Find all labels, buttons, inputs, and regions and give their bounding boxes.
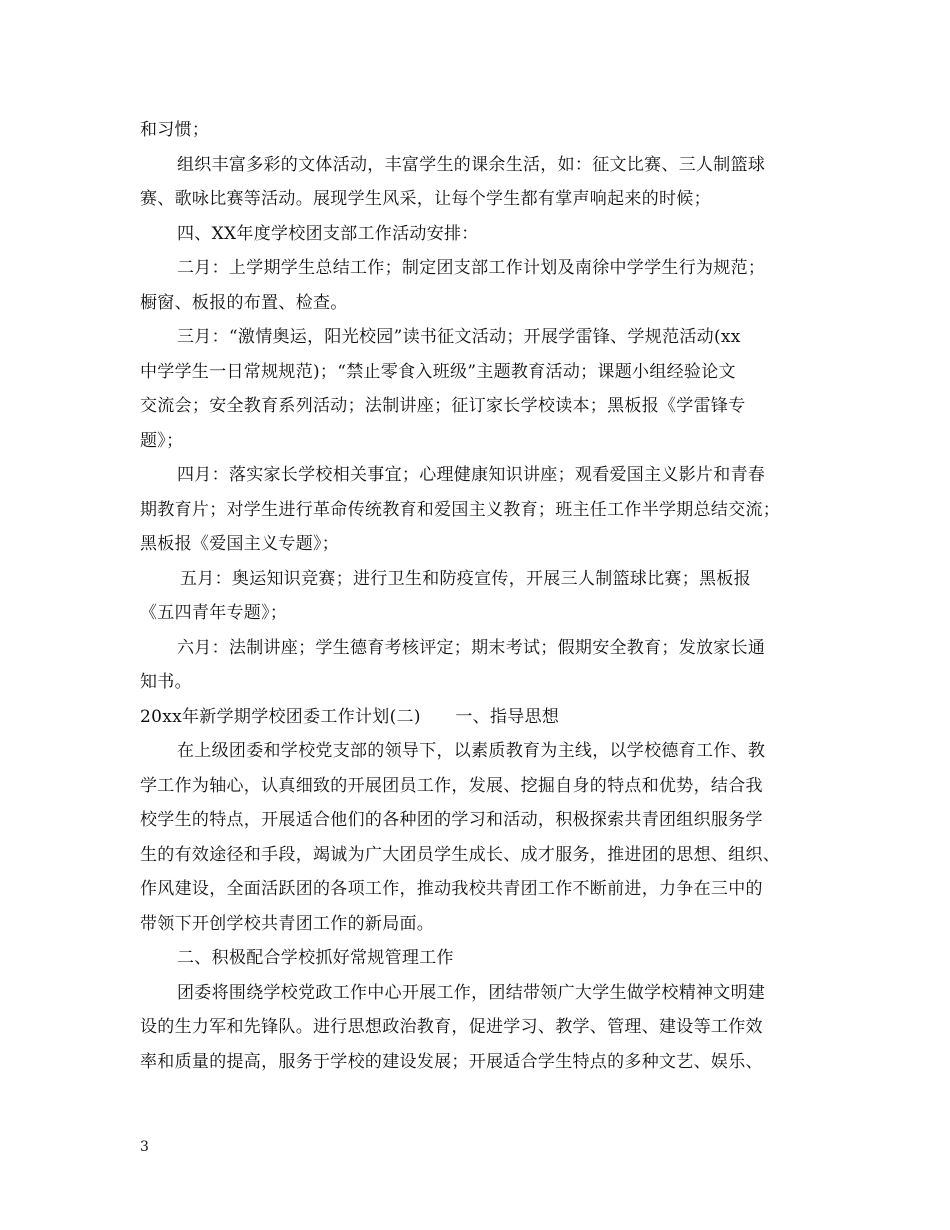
paragraph-first-line: 二月：上学期学生总结工作；制定团支部工作计划及南徐中学学生行为规范； (177, 258, 766, 278)
text-line: 校学生的特点，开展适合他们的各种团的学习和活动，积极探索共青团组织服务学 (140, 810, 763, 830)
section-heading: 二、积极配合学校抓好常规管理工作 (177, 948, 454, 968)
text-line: 中学学生一日常规规范)；“禁止零食入班级”主题教育活动；课题小组经验论文 (140, 361, 736, 382)
document-body (140, 113, 812, 1079)
paragraph-first-line: 六月：法制讲座；学生德育考核评定；期末考试；假期安全教育；发放家长通 (177, 637, 766, 658)
paragraph-first-line: 三月：“激情奥运，阳光校园”读书征文活动；开展学雷锋、学规范活动(xx (177, 327, 741, 347)
text-line: 学工作为轴心，认真细致的开展团员工作，发展、挖掘自身的特点和优势，结合我 (140, 775, 763, 796)
text-line: 和习惯； (140, 120, 210, 140)
paragraph-first-line: 组织丰富多彩的文体活动，丰富学生的课余生活，如：征文比赛、三人制篮球 (177, 154, 766, 175)
text-line: 率和质量的提高，服务于学校的建设发展；开展适合学生特点的多种文艺、娱乐、 (140, 1051, 763, 1072)
paragraph-first-line: 四月：落实家长学校相关事宜；心理健康知识讲座；观看爱国主义影片和青春 (177, 465, 766, 485)
text-line: 生的有效途径和手段，竭诚为广大团员学生成长、成才服务，推进团的思想、组织、 (140, 844, 781, 865)
text-line: 橱窗、板报的布置、检查。 (140, 292, 348, 313)
text-line: 设的生力军和先锋队。进行思想政治教育，促进学习、教学、管理、建设等工作效 (140, 1017, 763, 1037)
text-line: 作风建设，全面活跃团的各项工作，推动我校共青团工作不断前进，力争在三中的 (140, 879, 763, 899)
paragraph-first-line: 五月：奥运知识竞赛；进行卫生和防疫宣传，开展三人制篮球比赛；黑板报 (180, 568, 751, 589)
paragraph-first-line: 在上级团委和学校党支部的领导下，以素质教育为主线，以学校德育工作、教 (177, 741, 766, 761)
text-line: 题》； (140, 430, 184, 451)
page-number: 3 (140, 1139, 149, 1155)
text-line: 黑板报《爱国主义专题》； (140, 534, 340, 554)
text-line: 交流会；安全教育系列活动；法制讲座；征订家长学校读本；黑板报《学雷锋专 (140, 396, 746, 416)
text-line: 《五四青年专题》； (140, 603, 288, 623)
text-line: 期教育片；对学生进行革命传统教育和爱国主义教育；班主任工作半学期总结交流； (140, 499, 781, 520)
paragraph-first-line: 团委将围绕学校党政工作中心开展工作，团结带领广大学生做学校精神文明建 (177, 982, 766, 1003)
text-line: 赛、歌咏比赛等活动。展现学生风采，让每个学生都有掌声响起来的时候； (140, 189, 711, 209)
text-line: 知书。 (140, 672, 192, 692)
section-heading: 四、XX年度学校团支部工作活动安排： (177, 223, 479, 244)
text-line: 带领下开创学校共青团工作的新局面。 (140, 913, 435, 934)
document-subtitle: 20xx年新学期学校团委工作计划(二) 一、指导思想 (140, 706, 560, 727)
